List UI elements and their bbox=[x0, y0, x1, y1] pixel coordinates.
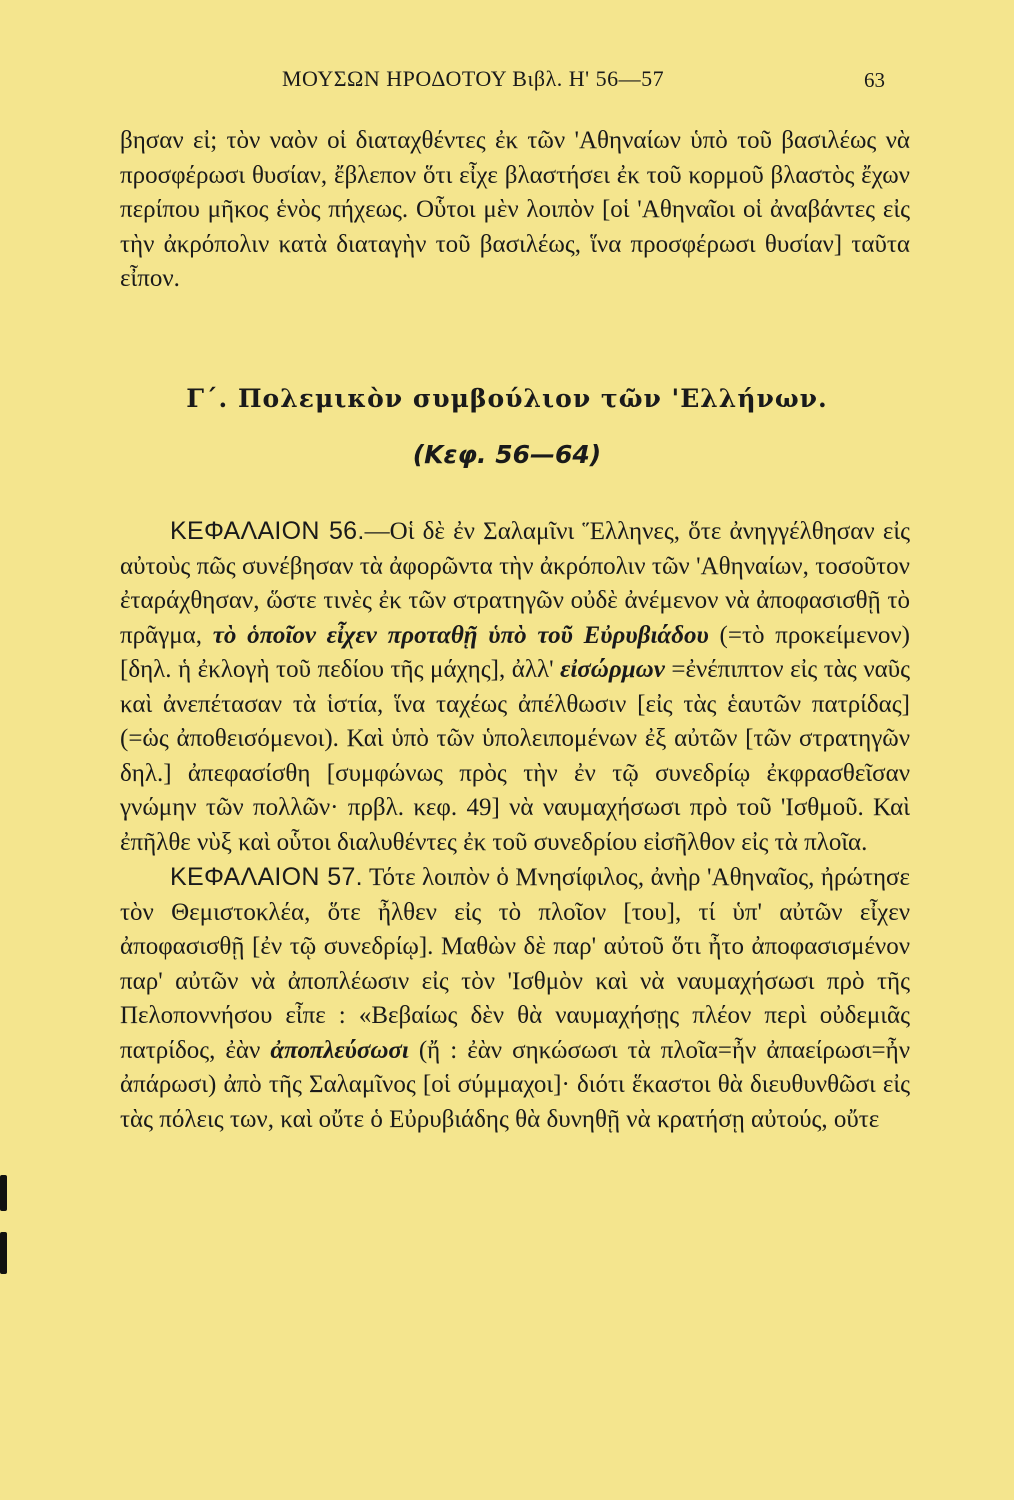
chapter-56-text-c: =ἐνέπιπτον εἰς τὰς ναῦς καὶ ἀνεπέτασαν τὰ ἱστία, ἵνα ταχέως ἀπέλθωσιν [εἰς τὰς ἑαυτῶν πατρίδας](=ὡς ἀποθεισόμενοι). Καὶ ὑπὸ τῶν ὑπολειπομένων ἐξ αὐτῶν [τῶν στρατηγῶν δηλ.] ἀπεφασίσθη [συμφώνως πρὸς τὴν ἐν τῷ συνεδρίῳ ἐκφρασθεῖσαν γνώμην τῶν πολλῶν· πρβλ. κεφ. 49] νὰ ναυμαχήσωσι πρὸ τοῦ 'Ισθμοῦ. Καὶ ἐπῆλθε νὺξ καὶ οὗτοι διαλυθέντες ἐκ τοῦ συνεδρίου εἰσῆλθον εἰς τὰ πλοῖα. bbox=[120, 656, 910, 856]
chapter-57-text-b: (ἤ : ἐὰν σηκώσωσι τὰ πλοῖα=ἦν ἀπαείρωσι=ἦν ἀπάρωσι) ἀπὸ τῆς Σαλαμῖνος [οἱ σύμμαχοι]· διότι ἕκαστοι θὰ διευθυνθῶσι εἰς τὰς πόλεις των, καὶ οὔτε ὁ Εὐρυβιάδης θὰ δυνηθῇ νὰ κρατήσῃ αὐτούς, οὔτε bbox=[120, 1036, 910, 1133]
chapter-57-emphasis-a: ἀποπλεύσωσι bbox=[270, 1036, 409, 1064]
chapter-57-label: ΚΕΦΑΛΑΙΟΝ 57. bbox=[170, 863, 363, 891]
opening-text: βησαν εἰ; τὸν ναὸν οἱ διαταχθέντες ἐκ τῶν 'Αθηναίων ὑπὸ τοῦ βασιλέως νὰ προσφέρωσι θυσίαν, ἔβλεπον ὅτι εἶχε βλαστήσει ἐκ τοῦ κορμοῦ βλαστὸς ἔχων περίπου μῆκος ἑνὸς πήχεως. Οὗτοι μὲν λοιπὸν [οἱ 'Αθηναῖοι οἱ ἀναβάντες εἰς τὴν ἀκρόπολιν κατὰ διαταγὴν τοῦ βασιλέως, ἵνα προσφέρωσι θυσίαν] ταῦτα εἶπον. bbox=[120, 127, 910, 292]
chapter-56-emphasis-b: εἰσώρμων bbox=[560, 656, 665, 683]
running-title: ΜΟΥΣΩΝ ΗΡΟΔΟΤΟΥ Βιβλ. Η' 56—57 bbox=[282, 66, 665, 91]
opening-paragraph bbox=[120, 124, 910, 297]
chapter-57-text-a: Τότε λοιπὸν ὁ Μνησίφιλος, ἀνὴρ 'Αθηναῖος, ἠρώτησε τὸν Θεμιστοκλέα, ὅτε ἦλθεν εἰς τὸ πλοῖον [του], τί ὑπ' αὐτῶν εἶχεν ἀποφασισθῇ [ἐν τῷ συνεδρίῳ]. Μαθὼν δὲ παρ' αὐτοῦ ὅτι ἦτο ἀποφασισμένον παρ' αὐτῶν νὰ ἀποπλέωσιν εἰς τὸν 'Ισθμὸν καὶ νὰ ναυμαχήσωσι πρὸ τῆς Πελοποννήσου εἶπε : «Βεβαίως δὲν θὰ ναυμαχήσῃς πλέον περὶ οὐδεμιᾶς πατρίδος, ἐὰν bbox=[120, 864, 910, 1064]
chapter-56-text-a: —Οἱ δὲ ἐν Σαλαμῖνι Ἕλληνες, ὅτε ἀνηγγέλθησαν εἰς αὐτοὺς πῶς συνέβησαν τὰ ἀφορῶντα τὴν ἀκρόπολιν τῶν 'Αθηναίων, τοσοῦτον ἐταράχθησαν, ὥστε τινὲς ἐκ τῶν στρατηγῶν οὐδὲ ἀνέμενον νὰ ἀποφασισθῇ τὸ πρᾶγμα, bbox=[120, 518, 910, 649]
chapter-56-text-b: (=τὸ προκείμενον) [δηλ. ἡ ἐκλογὴ τοῦ πεδίου τῆς μάχης], ἀλλ' bbox=[120, 621, 911, 683]
binding-mark bbox=[0, 1175, 7, 1211]
chapter-56-paragraph bbox=[120, 514, 910, 860]
section-heading: Γ΄. Πολεμικὸν συμβούλιον τῶν 'Ελλήνων. bbox=[186, 384, 828, 413]
page-number: 63 bbox=[864, 68, 885, 92]
binding-mark bbox=[0, 1232, 7, 1274]
chapter-57-paragraph bbox=[120, 860, 910, 1137]
running-header bbox=[0, 66, 1014, 96]
section-chapters-ref: (Κεφ. 56—64) bbox=[412, 440, 602, 469]
chapters-body bbox=[120, 514, 910, 1137]
chapter-56-emphasis-a: τὸ ὁποῖον εἶχεν προταθῇ ὑπὸ τοῦ Εὐρυβιάδου bbox=[212, 621, 709, 649]
chapter-56-label: ΚΕΦΑΛΑΙΟΝ 56. bbox=[170, 517, 365, 545]
